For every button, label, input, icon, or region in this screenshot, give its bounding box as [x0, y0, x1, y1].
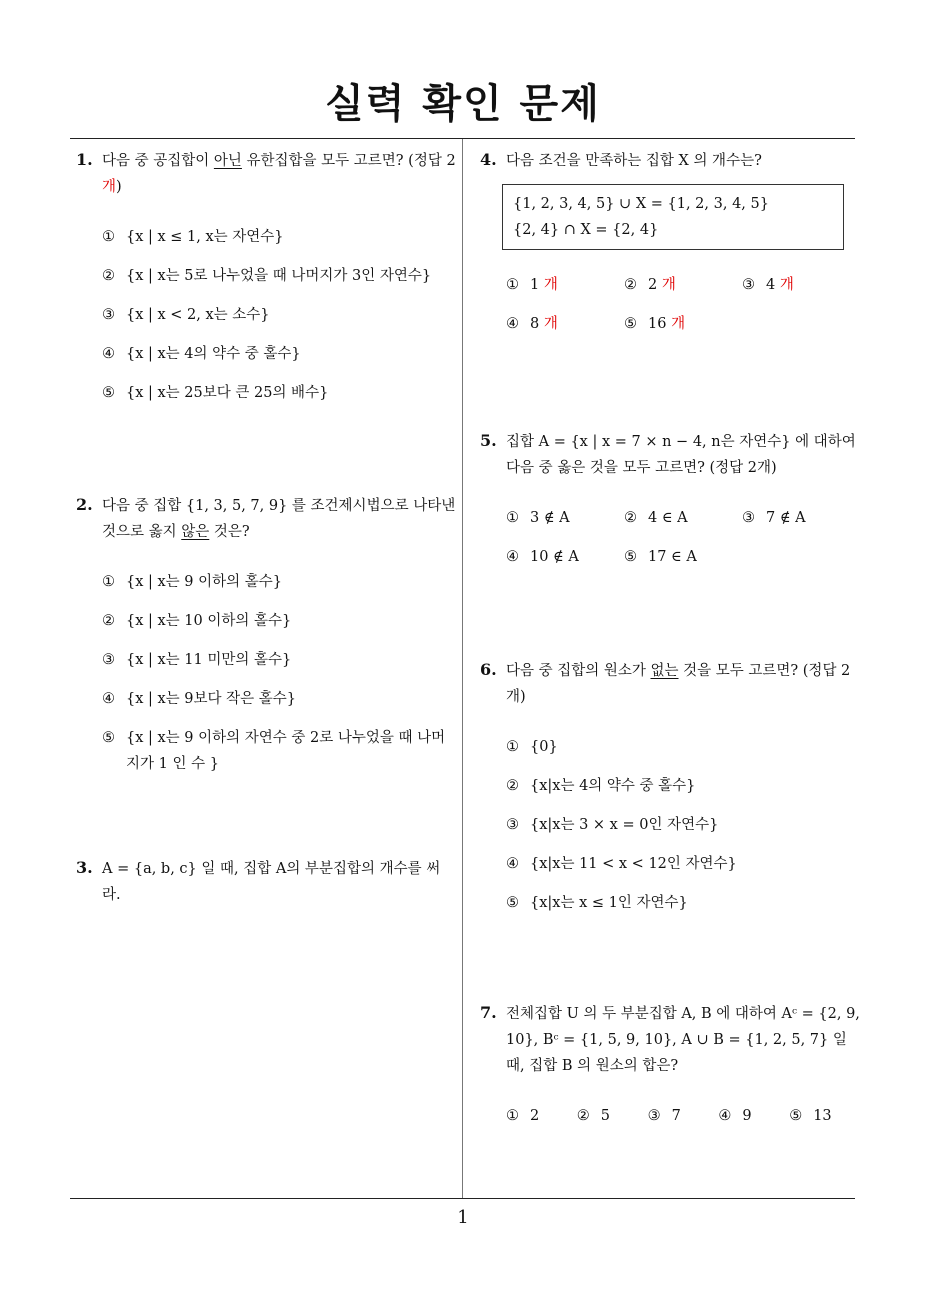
- question-1: [76, 147, 456, 419]
- choice-2[interactable]: ② 5: [576, 1108, 611, 1124]
- underlined-word: 없는: [650, 663, 679, 679]
- choice-3[interactable]: ③ {x | x는 11 미만의 홀수}: [102, 652, 292, 668]
- choice-1[interactable]: ① {x | x는 9 이하의 홀수}: [102, 574, 283, 590]
- question-number: 7.: [480, 1003, 497, 1022]
- choice-1[interactable]: ① 3 ∉ A: [506, 510, 570, 526]
- condition-line-2: {2, 4} ∩ X = {2, 4}: [513, 222, 659, 238]
- choice-3[interactable]: ③ {x|x는 3 × x = 0인 자연수}: [506, 817, 719, 833]
- question-2-text: 2. 다음 중 집합 {1, 3, 5, 7, 9} 를 조건제시법으로 나타낸 것으로 옳지 않은 것은?: [76, 492, 456, 545]
- choice-1[interactable]: ① 2: [506, 1108, 540, 1124]
- underlined-word: 않은: [181, 524, 210, 540]
- question-2: [76, 492, 456, 790]
- choice-4[interactable]: ④ {x | x는 9보다 작은 홀수}: [102, 691, 297, 707]
- choice-3[interactable]: ③ 7: [647, 1108, 681, 1124]
- question-4-text: 4. 다음 조건을 만족하는 집합 X 의 개수는?: [480, 147, 860, 174]
- choice-1[interactable]: ① 1 개: [506, 277, 558, 293]
- question-7-text: 7. 전체집합 U 의 두 부분집합 A, B 에 대하여 Aᶜ = {2, 9, 10}, Bᶜ = {1, 5, 9, 10}, A ∪ B = {1, 2, 5, 7} 일 때, 집합 B 의 원소의 합은?: [480, 1000, 860, 1079]
- question-number: 2.: [76, 495, 93, 514]
- choice-1[interactable]: ① {0}: [506, 739, 558, 755]
- choice-2[interactable]: ② {x | x는 10 이하의 홀수}: [102, 613, 292, 629]
- red-text: 개: [102, 179, 117, 195]
- question-7: [480, 1000, 860, 1129]
- choice-4[interactable]: ④ {x|x는 11 < x < 12인 자연수}: [506, 856, 737, 872]
- column-divider: [462, 139, 463, 1199]
- question-3-text: 3. A = {a, b, c} 일 때, 집합 A의 부분집합의 개수를 써라.: [76, 855, 456, 908]
- choice-3[interactable]: ③ 4 개: [742, 277, 794, 293]
- question-5: [480, 428, 860, 570]
- question-5-text: 5. 집합 A = {x | x = 7 × n − 4, n은 자연수} 에 대하여 다음 중 옳은 것을 모두 고르면? (정답 2개): [480, 428, 860, 481]
- question-3: [76, 855, 456, 908]
- page-number: 1: [457, 1207, 469, 1228]
- question-6: [480, 657, 860, 929]
- choice-5[interactable]: ⑤ {x | x는 25보다 큰 25의 배수}: [102, 385, 329, 401]
- choice-5[interactable]: ⑤ 16 개: [624, 316, 686, 332]
- question-number: 3.: [76, 858, 93, 877]
- condition-box: [502, 184, 844, 250]
- choice-2[interactable]: ② {x|x는 4의 약수 중 홀수}: [506, 778, 696, 794]
- choice-5[interactable]: ⑤ 17 ∈ A: [624, 549, 697, 565]
- bottom-rule: [70, 1198, 855, 1199]
- page-title: 실력 확인 문제: [325, 81, 601, 127]
- choice-5[interactable]: ⑤ {x | x는 9 이하의 자연수 중 2로 나누었을 때 나머지가 1 인 수 }: [102, 730, 446, 772]
- question-4: [480, 147, 860, 337]
- choice-2[interactable]: ② {x | x는 5로 나누었을 때 나머지가 3인 자연수}: [102, 268, 432, 284]
- choice-3[interactable]: ③ {x | x < 2, x는 소수}: [102, 307, 270, 323]
- choice-2[interactable]: ② 4 ∈ A: [624, 510, 688, 526]
- choice-1[interactable]: ① {x | x ≤ 1, x는 자연수}: [102, 229, 284, 245]
- question-number: 4.: [480, 150, 497, 169]
- question-1-text: 1. 다음 중 공집합이 아닌 유한집합을 모두 고르면? (정답 2개): [76, 147, 456, 200]
- question-number: 5.: [480, 431, 497, 450]
- question-number: 6.: [480, 660, 497, 679]
- underlined-word: 아닌: [213, 153, 242, 169]
- choice-4[interactable]: ④ 8 개: [506, 316, 558, 332]
- choice-4[interactable]: ④ 10 ∉ A: [506, 549, 579, 565]
- choice-3[interactable]: ③ 7 ∉ A: [742, 510, 806, 526]
- question-6-text: 6. 다음 중 집합의 원소가 없는 것을 모두 고르면? (정답 2개): [480, 657, 860, 710]
- choice-5[interactable]: ⑤ {x|x는 x ≤ 1인 자연수}: [506, 895, 688, 911]
- choice-5[interactable]: ⑤ 13: [789, 1108, 832, 1124]
- condition-line-1: {1, 2, 3, 4, 5} ∪ X = {1, 2, 3, 4, 5}: [513, 196, 769, 212]
- question-number: 1.: [76, 150, 93, 169]
- choice-4[interactable]: ④ 9: [718, 1108, 752, 1124]
- choice-2[interactable]: ② 2 개: [624, 277, 676, 293]
- choice-4[interactable]: ④ {x | x는 4의 약수 중 홀수}: [102, 346, 301, 362]
